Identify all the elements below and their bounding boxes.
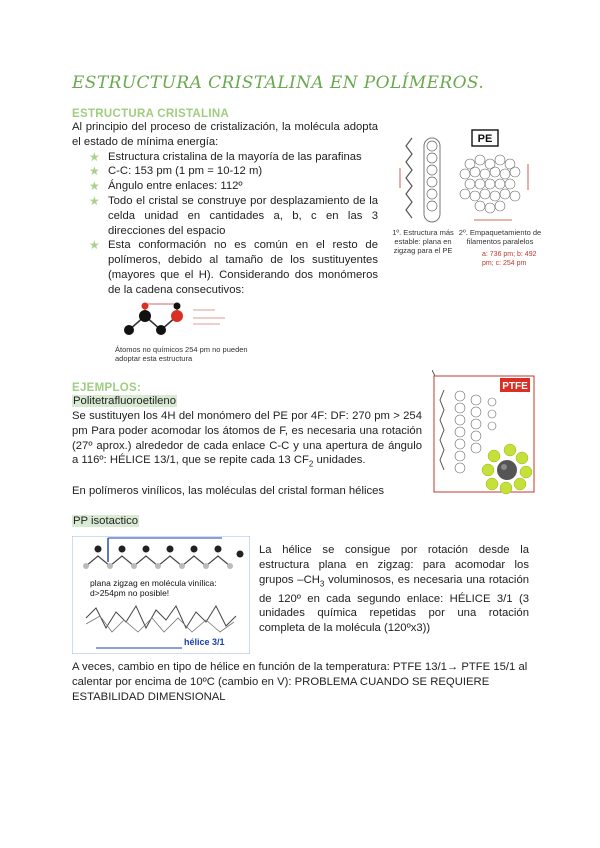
vinyl-helix-paragraph: En polímeros vinílicos, las moléculas del cristal forman hélices [72,485,385,497]
pp-figure-label-zigzag: plana zigzag en molécula vinílica: d>254pm no posible! [90,578,217,598]
monomer-figure [115,296,275,363]
pp-figure [72,536,250,654]
bullet-list [72,150,378,298]
list-item: ★ C-C: 153 pm (1 pm = 10-12 m) [89,164,263,179]
pe-caption-2: 2º. Empaquetamiento de filamentos paralelos [458,228,542,246]
ptfe-badge: PTFE [502,381,528,392]
monomer-caption: Átomos no químicos 254 pm no pueden adoptar esta estructura [115,344,248,363]
monomer-diagram [115,296,275,340]
list-item: ★ Todo el cristal se construye por desplazamiento de la celda unidad en cantidades a, b, c en las 3 direcciones del espacio [89,193,378,237]
pe-structure-diagram [392,128,542,228]
star-icon: ★ [89,164,100,179]
section-heading-estructura: ESTRUCTURA CRISTALINA [72,108,230,120]
pe-badge: PE [477,133,493,145]
list-item: ★ Estructura cristalina de la mayoría de las parafinas [89,149,362,164]
pe-caption-1: 1º. Estructura más estable: plana en zigzag para el PE [392,228,454,255]
pp-figure-label-helix: hélice 3/1 [184,637,225,647]
ptfe-helix-diagram [432,370,536,496]
ptfe-paragraph: Se sustituyen los 4H del monómero del PE por 4F: DF: 270 pm > 254 pm Para poder acomodar los átomos de F, es necesaria una rotación (27º aprox.) alrededor de cada enlace C-C y una apertura de ángulo a 116º: HÉLICE 13/1, que se repite cada 13 $CF_2$ unidades. [72,410,422,469]
star-icon: ★ [89,179,100,194]
list-item: ★ Esta conformación no es común en el resto de polímeros, debido al tamaño de los sustituyentes (mayores que el H). Considerando dos monómeros de la cadena consecutivos: [89,238,378,296]
ptfe-subheading: Politetrafluoroetileno [73,395,176,407]
section-heading-ejemplos: EJEMPLOS: [72,382,142,394]
pp-paragraph: La hélice se consigue por rotación desde la estructura plana en zigzag: para acomodar los grupos $-CH_3$ voluminosos, es necesaria una rotación de 120º en cada segundo enlace: HÉLICE 3/1 (3 unidades química repetidas por una rotación completa de la molécula (120ºx3)) [259,544,530,635]
ptfe-figure [432,370,536,496]
intro-paragraph: Al principio del proceso de cristalización, la molécula adopta el estado de mínima energía: [72,121,378,148]
pe-dimensions: a: 736 pm; b: 492 pm; c: 254 pm [482,251,537,267]
pp-subheading: PP isotactico [73,515,139,527]
star-icon: ★ [89,149,100,164]
star-icon: ★ [89,193,100,208]
list-item: ★ Ángulo entre enlaces: 112º [89,179,243,194]
page-title: ESTRUCTURA CRISTALINA EN POLÍMEROS. [72,73,485,93]
pe-figure [392,128,542,273]
star-icon: ★ [89,238,100,253]
section1-body [72,120,378,298]
temperature-paragraph: A veces, cambio en tipo de hélice en función de la temperatura: PTFE 13/1→ PTFE 15/1 al calentar por encima de 10ºC (cambio en V): PROBLEMA CUANDO SE REQUIERE ESTABILIDAD DIMENSIONAL [72,661,528,703]
